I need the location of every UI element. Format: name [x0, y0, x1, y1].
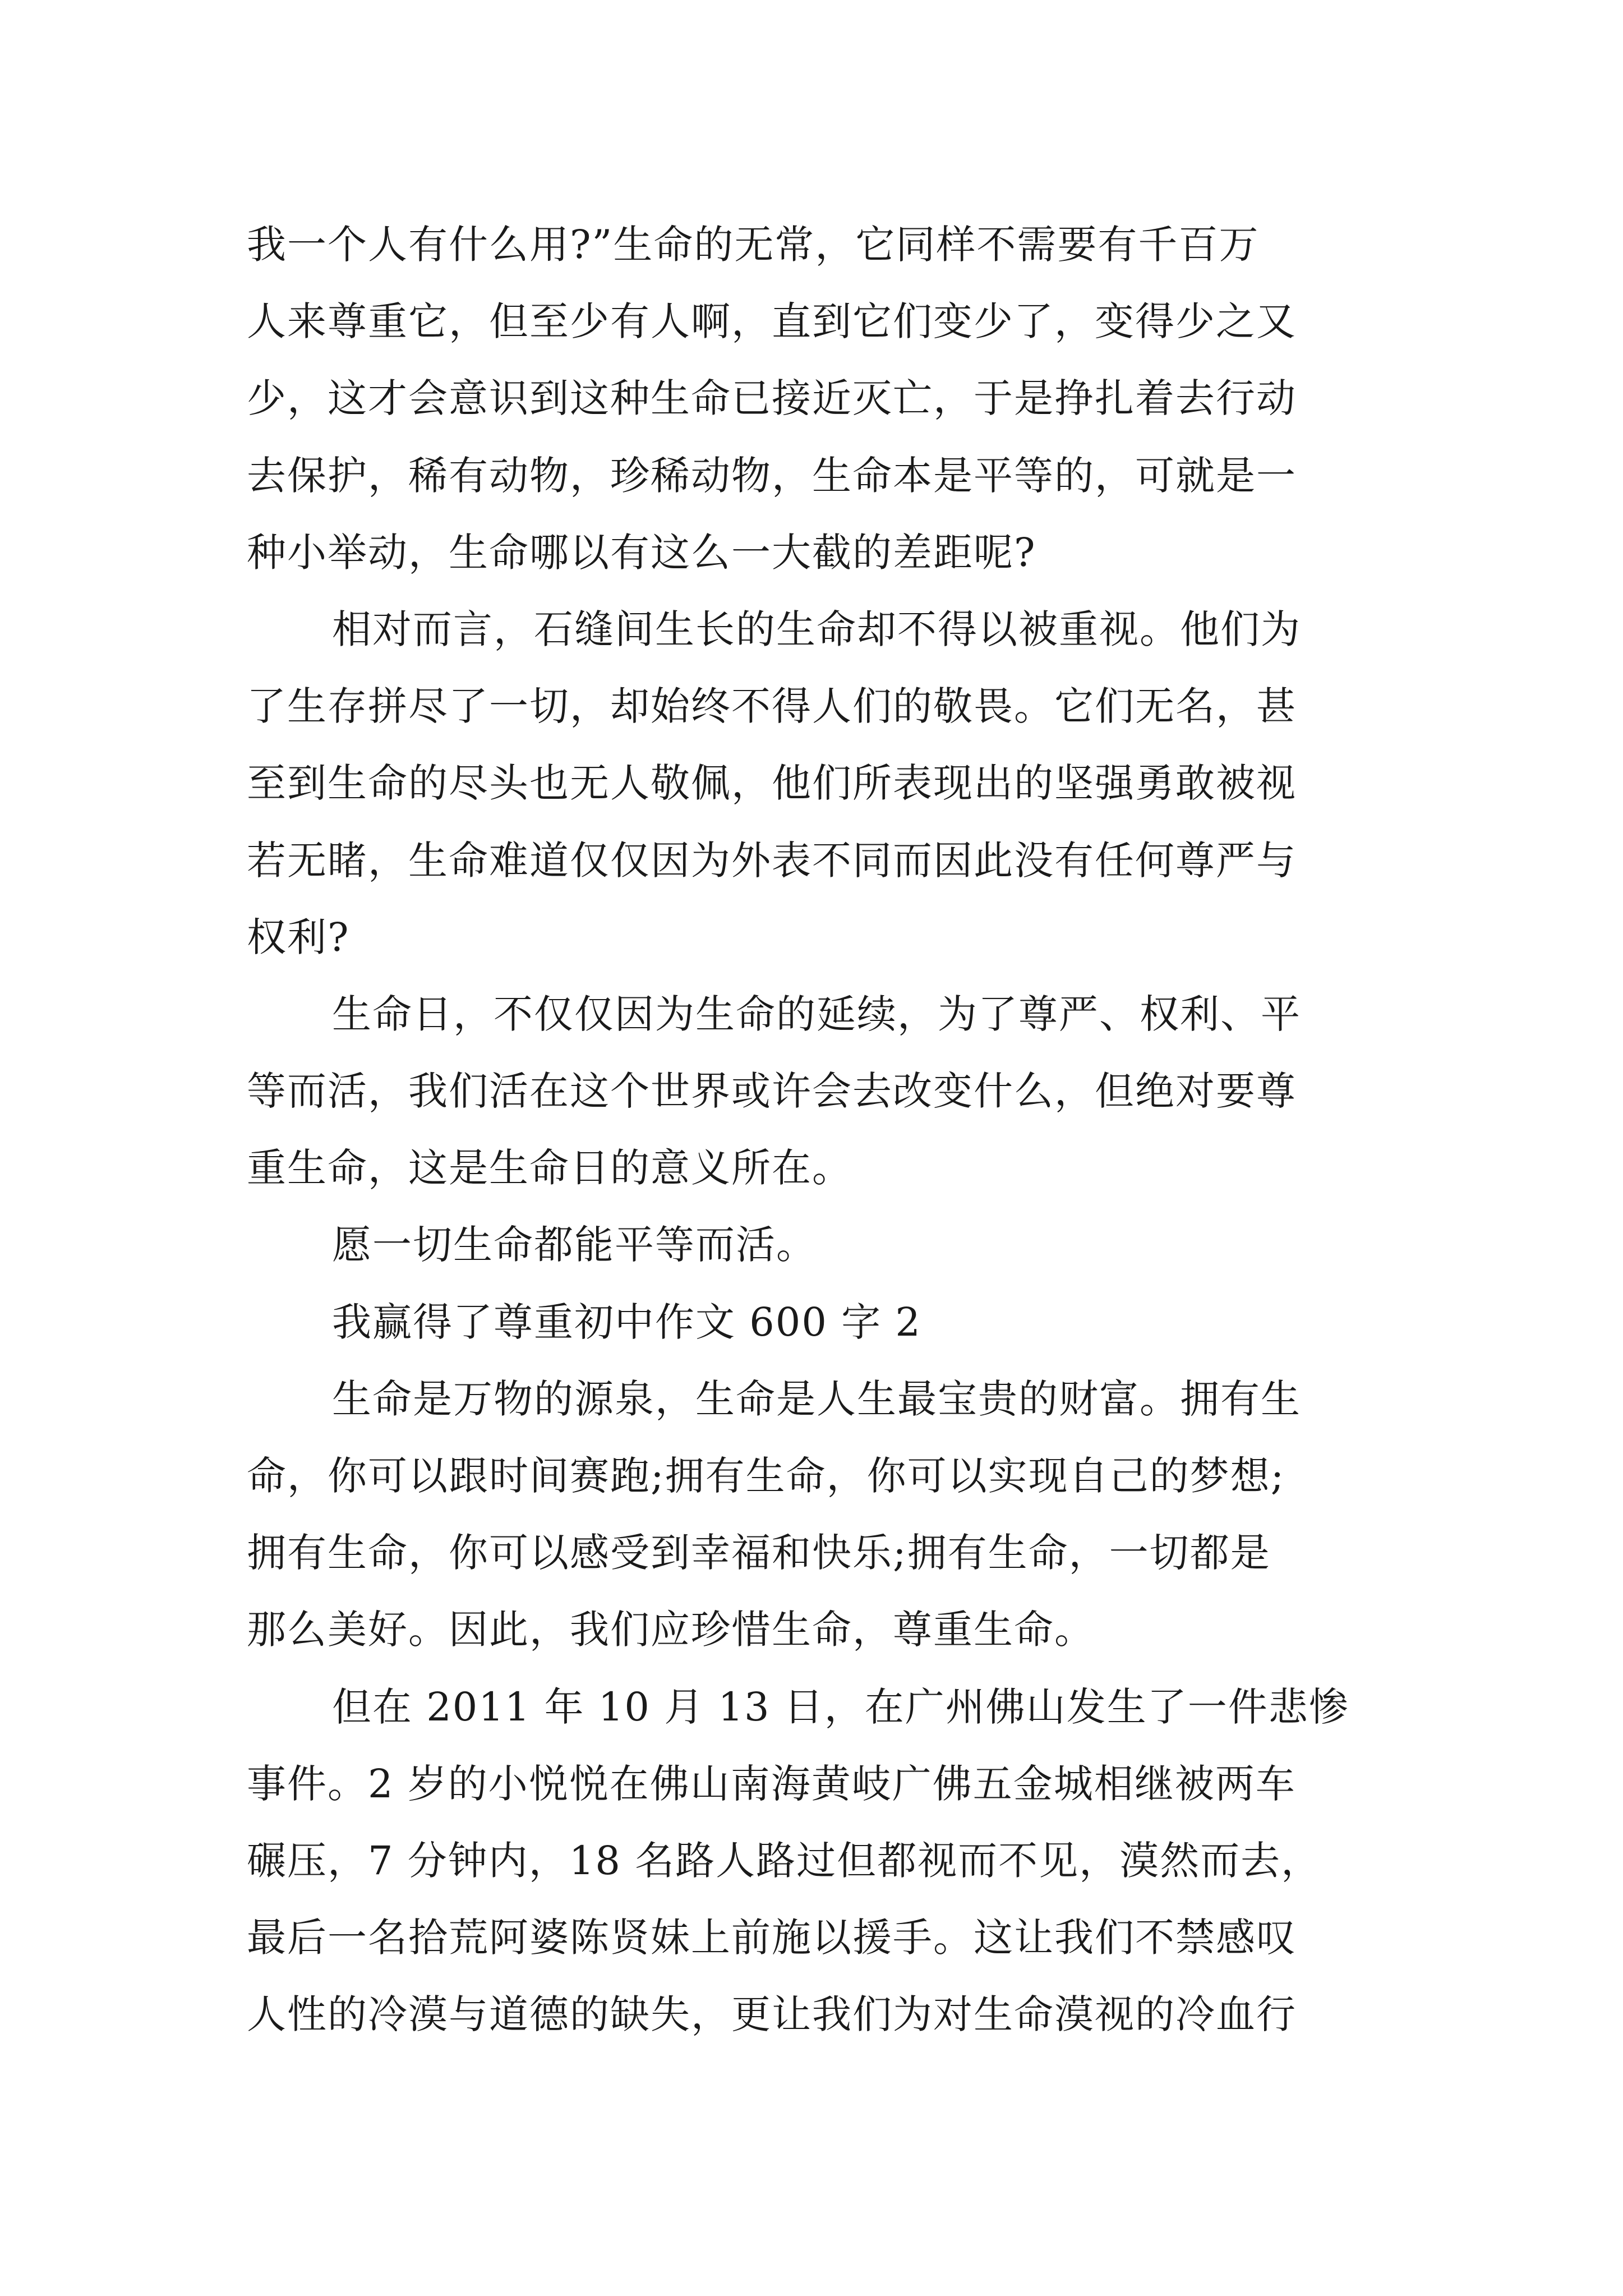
text-line: 重生命，这是生命日的意义所在。 [247, 1145, 852, 1191]
text-line: 我一个人有什么用?”生命的无常，它同样不需要有千百万 [247, 222, 1260, 268]
body-text [247, 206, 1391, 2054]
text-line: 相对而言，石缝间生长的生命却不得以被重视。他们为 [332, 606, 1301, 652]
text-line: 人来尊重它，但至少有人啊，直到它们变少了，变得少之又 [247, 298, 1297, 345]
text-line: 碾压，7 分钟内，18 名路人路过但都视而不见，漠然而去， [247, 1837, 1322, 1884]
text-line: 生命是万物的源泉，生命是人生最宝贵的财富。拥有生 [332, 1375, 1301, 1422]
text-line: 等而活，我们活在这个世界或许会去改变什么，但绝对要尊 [247, 1068, 1297, 1115]
text-line: 拥有生命，你可以感受到幸福和快乐;拥有生命，一切都是 [247, 1530, 1271, 1576]
text-line: 愿一切生命都能平等而活。 [332, 1222, 817, 1268]
text-line: 命，你可以跟时间赛跑;拥有生命，你可以实现自己的梦想; [247, 1453, 1285, 1499]
text-line: 去保护，稀有动物，珍稀动物，生命本是平等的，可就是一 [247, 452, 1297, 499]
text-line: 生命日，不仅仅因为生命的延续，为了尊严、权利、平 [332, 991, 1301, 1037]
text-line: 但在 2011 年 10 月 13 日，在广州佛山发生了一件悲惨 [332, 1683, 1349, 1730]
text-line: 事件。2 岁的小悦悦在佛山南海黄岐广佛五金城相继被两车 [247, 1760, 1296, 1807]
text-line: 人性的冷漠与道德的缺失，更让我们为对生命漠视的冷血行 [247, 1991, 1297, 2038]
text-line: 至到生命的尽头也无人敬佩，他们所表现出的坚强勇敢被视 [247, 760, 1297, 807]
text-line: 权利? [247, 914, 350, 960]
text-line: 若无睹，生命难道仅仅因为外表不同而因此没有任何尊严与 [247, 837, 1297, 884]
text-line: 最后一名拾荒阿婆陈贤妹上前施以援手。这让我们不禁感叹 [247, 1915, 1297, 1961]
text-line: 那么美好。因此，我们应珍惜生命，尊重生命。 [247, 1607, 1095, 1653]
text-line: 种小举动，生命哪以有这么一大截的差距呢? [247, 529, 1036, 576]
text-line: 了生存拼尽了一切，却始终不得人们的敬畏。它们无名，甚 [247, 683, 1297, 730]
text-line: 少，这才会意识到这种生命已接近灭亡，于是挣扎着去行动 [247, 375, 1297, 422]
text-line: 我赢得了尊重初中作文 600 字 2 [332, 1299, 921, 1345]
